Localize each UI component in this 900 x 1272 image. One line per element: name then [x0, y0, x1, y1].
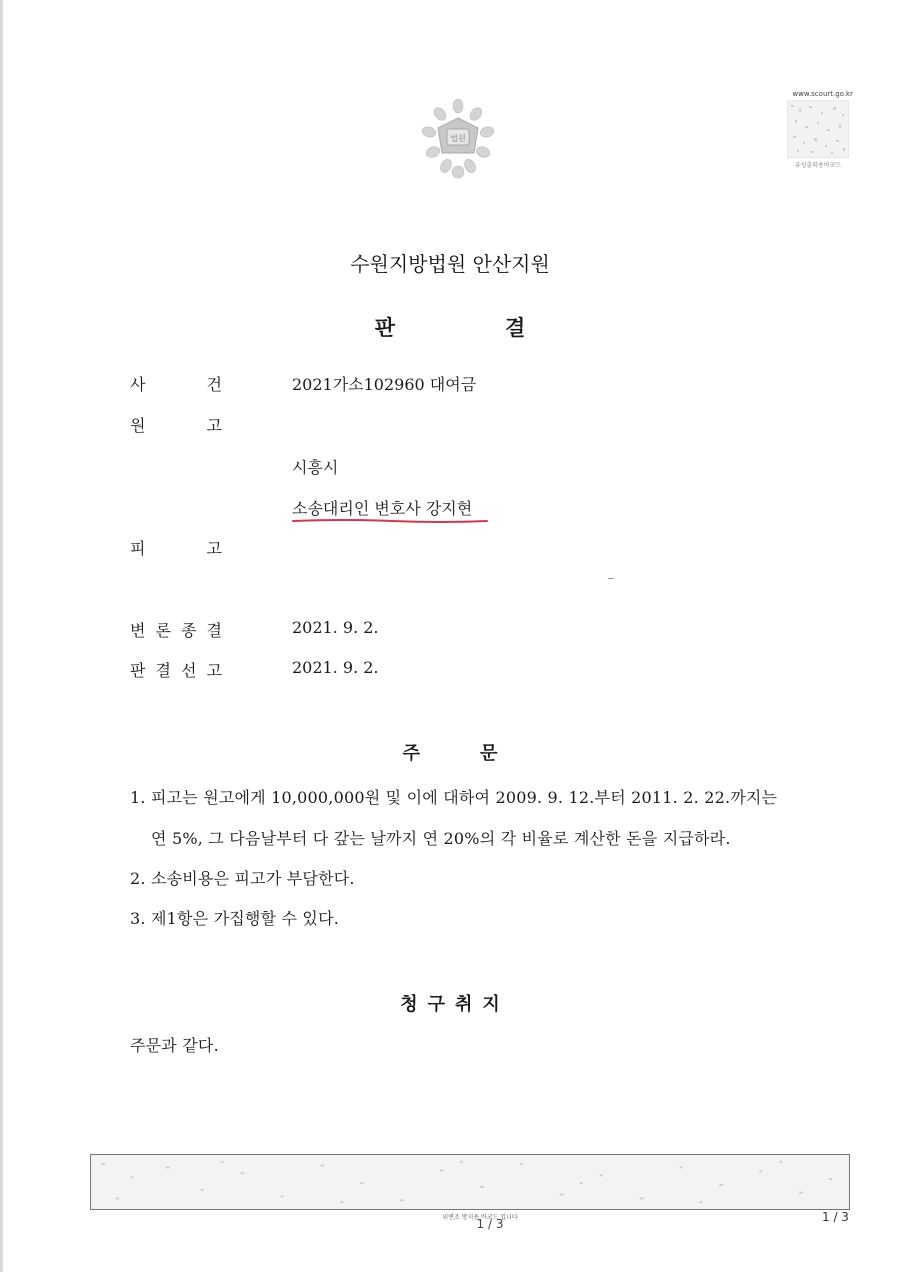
hearing-end-date: 2021. 9. 2. [292, 618, 379, 637]
label-defendant: 피 고 [130, 539, 222, 558]
scan-edge [0, 0, 3, 1272]
plaintiff-attorney: 소송대리인 변호사 강지현 [292, 499, 473, 518]
claim-text: 주문과 같다. [130, 1036, 219, 1055]
case-number-value: 2021가소102960 대여금 [292, 375, 477, 394]
order-line-1-cont: 연 5%, 그 다음날부터 다 갚는 날까지 연 20%의 각 비율로 계산한 돈을 지급하라. [151, 829, 731, 848]
label-plaintiff: 원 고 [130, 416, 222, 435]
court-emblem-logo [418, 98, 498, 180]
label-hearing-end: 변 론 종 결 [130, 621, 222, 640]
qr-url: www.scourt.go.kr [792, 90, 853, 98]
label-case: 사 건 [130, 375, 222, 394]
emblem-text: 법원 [450, 134, 466, 143]
document-title: 판결 [374, 316, 636, 340]
judgment-date: 2021. 9. 2. [292, 658, 379, 677]
scan-speck [608, 578, 614, 579]
qr-code-area [783, 90, 853, 168]
court-name: 수원지방법원 안산지원 [350, 252, 550, 276]
page-number-center: 1 / 3 [476, 1217, 504, 1231]
page-number-right: 1 / 3 [822, 1210, 849, 1224]
order-title: 주문 [402, 743, 558, 764]
order-line-3: 3. 제1항은 가집행할 수 있다. [130, 909, 340, 928]
barcode-caption: 위변조 방지용 바코드 입니다 [442, 1214, 518, 1221]
claim-title: 청구취지 [400, 994, 510, 1015]
plaintiff-address: 시흥시 [292, 458, 339, 477]
anti-forgery-barcode-icon [90, 1154, 850, 1210]
red-underline-mark [292, 518, 488, 524]
order-line-2: 2. 소송비용은 피고가 부담한다. [130, 869, 355, 888]
label-judgment-date: 판 결 선 고 [130, 661, 222, 680]
qr-caption: 유성출력용바코드 [794, 162, 842, 169]
order-line-1: 1. 피고는 원고에게 10,000,000원 및 이에 대하여 2009. 9. 12.부터 2011. 2. 22.까지는 [130, 788, 778, 807]
qr-code-icon [787, 100, 849, 158]
